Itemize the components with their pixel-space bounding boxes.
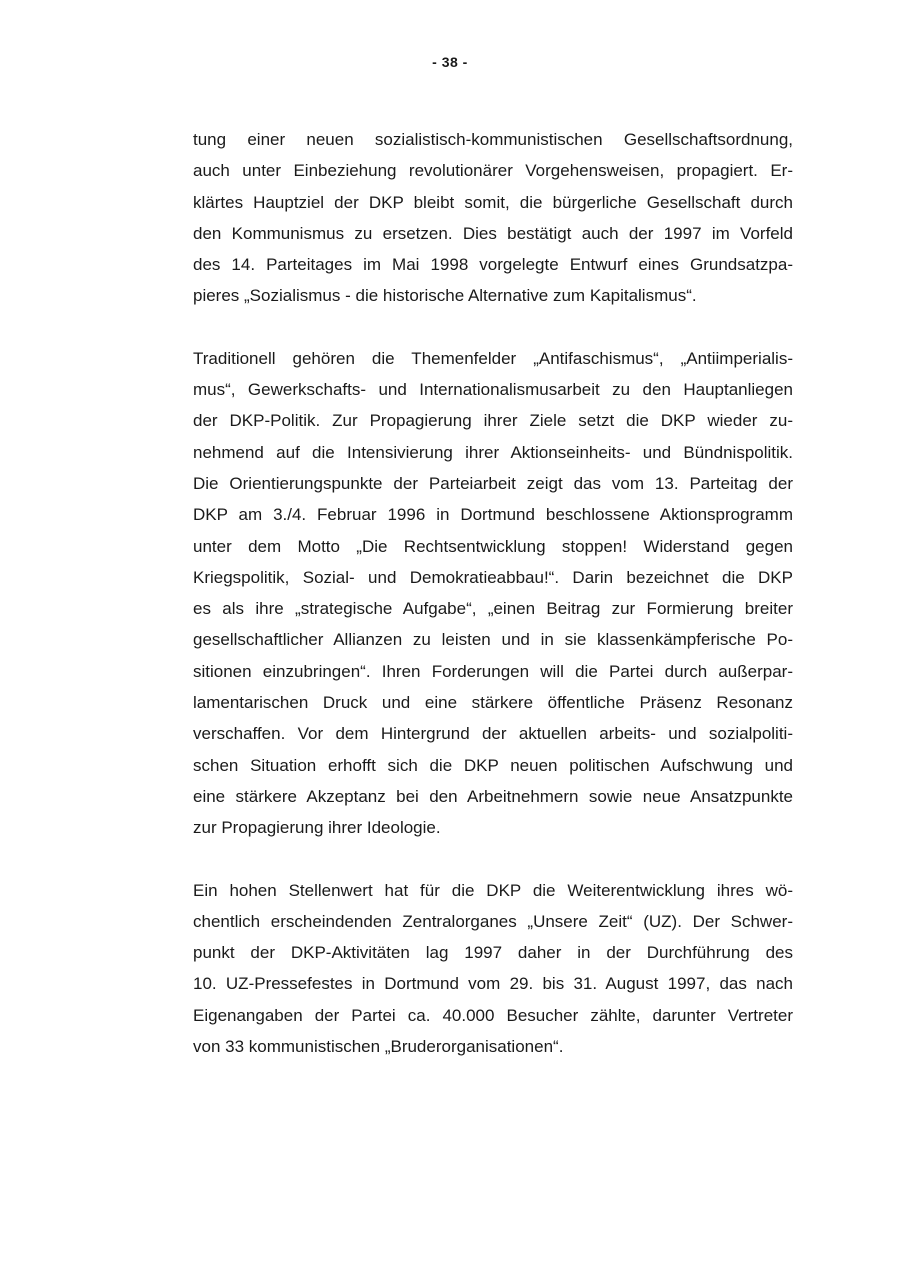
text-line: zur Propagierung ihrer Ideologie. <box>193 818 441 838</box>
text-line: klärtes Hauptziel der DKP bleibt somit, die bürgerliche Gesellschaft durch <box>193 192 793 212</box>
text-line: Kriegspolitik, Sozial- und Demokratieabbau!“. Darin bezeichnet die DKP <box>193 567 793 587</box>
text-line: DKP am 3./4. Februar 1996 in Dortmund beschlossene Aktionsprogramm <box>193 505 793 525</box>
text-line: nehmend auf die Intensivierung ihrer Aktionseinheits- und Bündnispolitik. <box>193 442 793 462</box>
text-line: auch unter Einbeziehung revolutionärer Vorgehensweisen, propagiert. Er- <box>193 161 793 181</box>
text-line: 10. UZ-Pressefestes in Dortmund vom 29. bis 31. August 1997, das nach <box>193 974 793 994</box>
paragraph-1 <box>193 124 793 312</box>
text-line: punkt der DKP-Aktivitäten lag 1997 daher in der Durchführung des <box>193 943 793 963</box>
paragraph-2 <box>193 343 793 844</box>
page-number: - 38 - <box>432 54 468 70</box>
text-line: des 14. Parteitages im Mai 1998 vorgelegte Entwurf eines Grundsatzpa- <box>193 255 793 275</box>
text-line: verschaffen. Vor dem Hintergrund der aktuellen arbeits- und sozialpoliti- <box>193 724 793 744</box>
text-line: schen Situation erhofft sich die DKP neuen politischen Aufschwung und <box>193 755 793 775</box>
text-line: unter dem Motto „Die Rechtsentwicklung stoppen! Widerstand gegen <box>193 536 793 556</box>
text-line: den Kommunismus zu ersetzen. Dies bestätigt auch der 1997 im Vorfeld <box>193 223 793 243</box>
text-line: es als ihre „strategische Aufgabe“, „einen Beitrag zur Formierung breiter <box>193 599 793 619</box>
text-line: Die Orientierungspunkte der Parteiarbeit zeigt das vom 13. Parteitag der <box>193 473 793 493</box>
body-text <box>193 124 793 1093</box>
text-line: mus“, Gewerkschafts- und Internationalismusarbeit zu den Hauptanliegen <box>193 380 793 400</box>
text-line: pieres „Sozialismus - die historische Alternative zum Kapitalismus“. <box>193 286 697 306</box>
text-line: tung einer neuen sozialistisch-kommunistischen Gesellschaftsordnung, <box>193 130 793 149</box>
text-line: gesellschaftlicher Allianzen zu leisten und in sie klassenkämpferische Po- <box>193 630 793 650</box>
text-line: Ein hohen Stellenwert hat für die DKP die Weiterentwicklung ihres wö- <box>193 880 793 900</box>
paragraph-3 <box>193 875 793 1063</box>
text-line: lamentarischen Druck und eine stärkere öffentliche Präsenz Resonanz <box>193 693 793 713</box>
text-line: von 33 kommunistischen „Bruderorganisationen“. <box>193 1037 564 1057</box>
text-line: chentlich erscheindenden Zentralorganes „Unsere Zeit“ (UZ). Der Schwer- <box>193 911 793 931</box>
text-line: eine stärkere Akzeptanz bei den Arbeitnehmern sowie neue Ansatzpunkte <box>193 786 793 806</box>
text-line: sitionen einzubringen“. Ihren Forderungen will die Partei durch außerpar- <box>193 661 793 681</box>
text-line: Eigenangaben der Partei ca. 40.000 Besucher zählte, darunter Vertreter <box>193 1005 793 1025</box>
text-line: Traditionell gehören die Themenfelder „Antifaschismus“, „Antiimperialis- <box>193 348 793 368</box>
text-line: der DKP-Politik. Zur Propagierung ihrer Ziele setzt die DKP wieder zu- <box>193 411 793 431</box>
